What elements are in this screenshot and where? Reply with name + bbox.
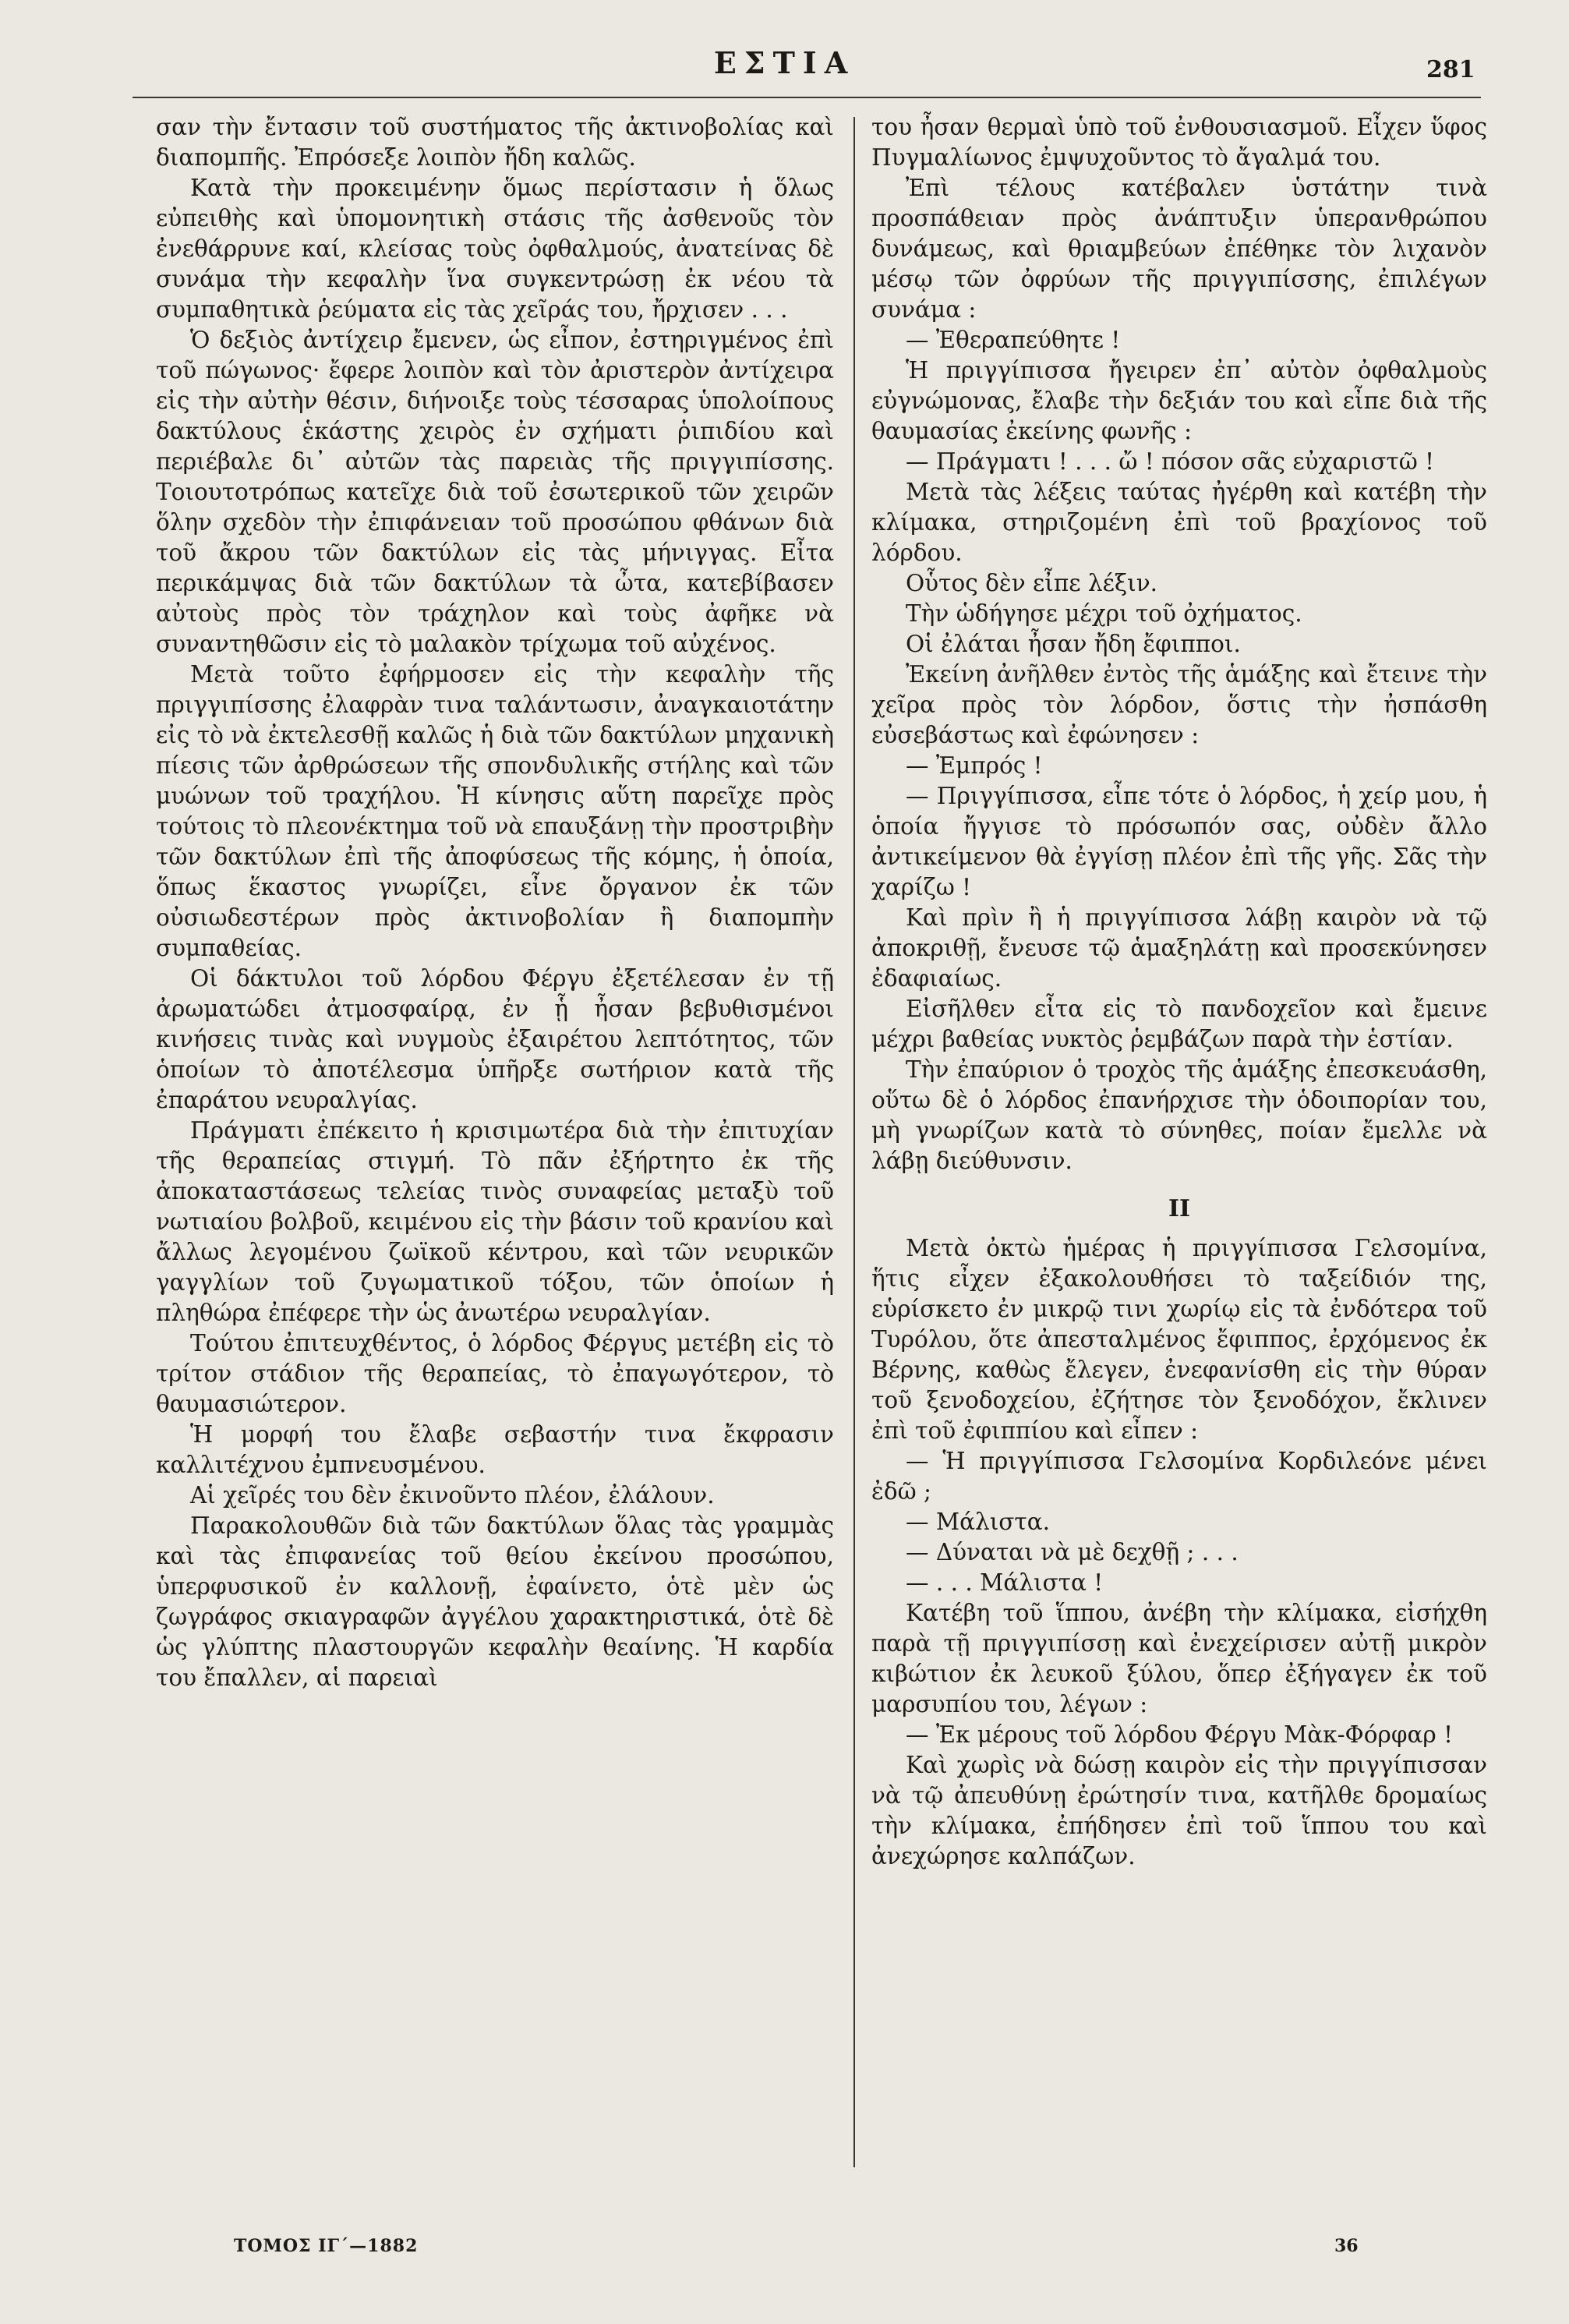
volume-footer: ΤΟΜΟΣ ΙΓ΄—1882 xyxy=(234,2236,419,2256)
paragraph: Παρακολουθῶν διὰ τῶν δακτύλων ὅλας τὰς γραμμὰς καὶ τὰς ἐπιφανείας τοῦ θείου ἐκείνου προσώπου, ὑπερφυσικοῦ ἐν καλλονῇ, ἐφαίνετο, ὁτὲ μὲν ὡς ζωγράφος σκιαγραφῶν ἀγγέλου χαρακτηριστικά, ὁτὲ δὲ ὡς γλύπτης πλαστουργῶν κεφαλὴν θεαίνης. Ἡ καρδία του ἔπαλλεν, αἱ παρειαὶ xyxy=(156,1512,834,1691)
paragraph: σαν τὴν ἔντασιν τοῦ συστήματος τῆς ἀκτινοβολίας καὶ διαπομπῆς. Ἐπρόσεξε λοιπὸν ἤδη καλῶς. xyxy=(156,114,834,171)
paragraph: Μετὰ τὰς λέξεις ταύτας ἠγέρθη καὶ κατέβη τὴν κλίμακα, στηριζομένη ἐπὶ τοῦ βραχίονος τοῦ λόρδου. xyxy=(871,479,1487,566)
signature-mark: 36 xyxy=(1334,2236,1359,2256)
paragraph: του ἦσαν θερμαὶ ὑπὸ τοῦ ἐνθουσιασμοῦ. Εἶχεν ὕφος Πυγμαλίωνος ἐμψυχοῦντος τὸ ἄγαλμά του. xyxy=(871,114,1487,171)
paragraph: — Ἡ πριγγίπισσα Γελσομίνα Κορδιλεόνε μένει ἐδῶ ; xyxy=(871,1448,1487,1505)
paragraph: Ἡ μορφή του ἔλαβε σεβαστήν τινα ἔκφρασιν καλλιτέχνου ἐμπνευσμένου. xyxy=(156,1421,834,1478)
left-column xyxy=(156,112,834,1693)
paragraph: Ἐπὶ τέλους κατέβαλεν ὑστάτην τινὰ προσπάθειαν πρὸς ἀνάπτυξιν ὑπερανθρώπου δυνάμεως, καὶ θριαμβεύων ἐπέθηκε τὸν λιχανὸν μέσῳ τῶν ὀφρύων τῆς πριγγιπίσσης, ἐπιλέγων συνάμα : xyxy=(871,175,1487,323)
paragraph: — Ἐθεραπεύθητε ! xyxy=(906,327,1121,353)
page-number: 281 xyxy=(1426,56,1475,83)
right-column xyxy=(871,112,1487,1872)
header-rule xyxy=(133,97,1481,98)
column-divider xyxy=(853,117,855,2167)
paragraph: Εἰσῆλθεν εἶτα εἰς τὸ πανδοχεῖον καὶ ἔμεινε μέχρι βαθείας νυκτὸς ῥεμβάζων παρὰ τὴν ἑστίαν. xyxy=(871,996,1487,1052)
paragraph: Κατέβη τοῦ ἵππου, ἀνέβη τὴν κλίμακα, εἰσήχθη παρὰ τῇ πριγγιπίσσῃ καὶ ἐνεχείρισεν αὐτῇ μικρὸν κιβώτιον ἐκ λευκοῦ ξύλου, ὅπερ ἐξήγαγεν ἐκ τοῦ μαρσυπίου του, λέγων : xyxy=(871,1600,1487,1717)
paragraph: Κατὰ τὴν προκειμένην ὅμως περίστασιν ἡ ὅλως εὐπειθὴς καὶ ὑπομονητικὴ στάσις τῆς ἀσθενοῦς τὸν ἐνεθάρρυνε καί, κλείσας τοὺς ὀφθαλμούς, ἀνατείνας δὲ συνάμα τὴν κεφαλὴν ἵνα συγκεντρώσῃ ἐκ νέου τὰ συμπαθητικὰ ῥεύματα εἰς τὰς χεῖράς του, ἤρχισεν . . . xyxy=(156,175,834,323)
paragraph: — . . . Μάλιστα ! xyxy=(906,1569,1104,1596)
paragraph: Καὶ πρὶν ἢ ἡ πριγγίπισσα λάβῃ καιρὸν νὰ τῷ ἀποκριθῇ, ἔνευσε τῷ ἁμαξηλάτῃ καὶ προσεκύνησεν ἐδαφιαίως. xyxy=(871,904,1487,992)
paragraph: Πράγματι ἐπέκειτο ἡ κρισιμωτέρα διὰ τὴν ἐπιτυχίαν τῆς θεραπείας στιγμή. Τὸ πᾶν ἐξήρτητο ἐκ τῆς ἀποκαταστάσεως τελείας τινὸς συναφείας μεταξὺ τοῦ νωτιαίου βολβοῦ, κειμένου εἰς τὴν βάσιν τοῦ κρανίου καὶ ἄλλως λεγομένου ζωϊκοῦ κέντρου, καὶ τῶν νευρικῶν γαγγλίων τοῦ ζυγωματικοῦ τόξου, τῶν ὁποίων ἡ πληθώρα ἐπέφερε τὴν ὡς ἀνωτέρω νευραλγίαν. xyxy=(156,1117,834,1326)
paragraph: Οἱ ἐλάται ἦσαν ἤδη ἔφιπποι. xyxy=(906,631,1241,657)
paragraph: Οὗτος δὲν εἶπε λέξιν. xyxy=(906,570,1158,596)
paragraph: Ἐκείνη ἀνῆλθεν ἐντὸς τῆς ἁμάξης καὶ ἔτεινε τὴν χεῖρα πρὸς τὸν λόρδον, ὅστις τὴν ἠσπάσθη εὐσεβάστως καὶ ἐφώνησεν : xyxy=(871,661,1487,748)
paragraph: Τὴν ὡδήγησε μέχρι τοῦ ὀχήματος. xyxy=(906,600,1302,627)
paragraph: — Πριγγίπισσα, εἶπε τότε ὁ λόρδος, ἡ χείρ μου, ἡ ὁποία ἤγγισε τὸ πρόσωπόν σας, οὐδὲν ἄλλο ἀντικείμενον θὰ ἐγγίσῃ πλέον ἐπὶ τῆς γῆς. Σᾶς τὴν χαρίζω ! xyxy=(871,783,1487,900)
paragraph: Τούτου ἐπιτευχθέντος, ὁ λόρδος Φέργυς μετέβη εἰς τὸ τρίτον στάδιον τῆς θεραπείας, τὸ ἐπαγωγότερον, τὸ θαυμασιώτερον. xyxy=(156,1330,834,1417)
paragraph: — Μάλιστα. xyxy=(906,1509,1051,1535)
paragraph: Μετὰ τοῦτο ἐφήρμοσεν εἰς τὴν κεφαλὴν τῆς πριγγιπίσσης ἐλαφρὰν τινα ταλάντωσιν, ἀναγκαιοτάτην εἰς τὸ νὰ ἐκτελεσθῇ καλῶς ἡ διὰ τῶν δακτύλων μηχανικὴ πίεσις τῶν ἀρθρώσεων τῆς σπονδυλικῆς στήλης καὶ τῶν μυώνων τοῦ τραχήλου. Ἡ κίνησις αὕτη παρεῖχε πρὸς τούτοις τὸ πλεονέκτημα τοῦ νὰ επαυξάνῃ τὴν προστριβὴν τῶν δακτύλων ἐπὶ τῆς ἀποφύσεως τῆς κόμης, ἡ ὁποία, ὅπως ἕκαστος γνωρίζει, εἶνε ὄργανον ἐκ τῶν οὐσιωδεστέρων πρὸς ἀκτινοβολίαν ἢ διαπομπὴν συμπαθείας. xyxy=(156,661,834,961)
paragraph: Καὶ χωρὶς νὰ δώσῃ καιρὸν εἰς τὴν πριγγίπισσαν νὰ τῷ ἀπευθύνῃ ἐρώτησίν τινα, κατῆλθε δρομαίως τὴν κλίμακα, ἐπήδησεν ἐπὶ τοῦ ἵππου του καὶ ἀνεχώρησε καλπάζων. xyxy=(871,1752,1487,1869)
paragraph: Αἱ χεῖρές του δὲν ἐκινοῦντο πλέον, ἐλάλουν. xyxy=(190,1482,715,1509)
paragraph: Μετὰ ὀκτὼ ἡμέρας ἡ πριγγίπισσα Γελσομίνα, ἥτις εἶχεν ἐξακολουθήσει τὸ ταξείδιόν της, εὑρίσκετο ἐν μικρῷ τινι χωρίῳ εἰς τὰ ἐνδότερα τοῦ Τυρόλου, ὅτε ἀπεσταλμένος ἔφιππος, ἐρχόμενος ἐκ Βέρνης, καθὼς ἔλεγεν, ἐνεφανίσθη εἰς τὴν θύραν τοῦ ξενοδοχείου, ἐζήτησε τὸν ξενοδόχον, ἔκλινεν ἐπὶ τοῦ ἐφιππίου καὶ εἶπεν : xyxy=(871,1235,1487,1444)
paragraph: — Ἐμπρός ! xyxy=(906,752,1043,779)
section-heading: II xyxy=(1168,1195,1191,1222)
paragraph: — Ἐκ μέρους τοῦ λόρδου Φέργυ Μὰκ-Φόρφαρ ! xyxy=(906,1721,1453,1748)
page-header-title: ΕΣΤΙΑ xyxy=(713,45,856,80)
paragraph: Οἱ δάκτυλοι τοῦ λόρδου Φέργυ ἐξετέλεσαν ἐν τῇ ἀρωματώδει ἀτμοσφαίρᾳ, ἐν ᾗ ἦσαν βεβυθισμένοι κινήσεις τινὰς καὶ νυγμοὺς ἐξαιρέτου λεπτότητος, τῶν ὁποίων τὸ ἀποτέλεσμα ὑπῆρξε σωτήριον κατὰ τῆς ἐπαράτου νευραλγίας. xyxy=(156,965,834,1113)
paragraph: — Δύναται νὰ μὲ δεχθῇ ; . . . xyxy=(906,1539,1239,1565)
paragraph: Ὁ δεξιὸς ἀντίχειρ ἔμενεν, ὡς εἶπον, ἐστηριγμένος ἐπὶ τοῦ πώγωνος· ἔφερε λοιπὸν καὶ τὸν ἀριστερὸν ἀντίχειρα εἰς τὴν αὐτὴν θέσιν, διήνοιξε τοὺς τέσσαρας ὑπολοίπους δακτύλους ἑκάστης χειρὸς ἐν σχήματι ῥιπιδίου καὶ περιέβαλε δι᾿ αὐτῶν τὰς παρειὰς τῆς πριγγιπίσσης. Τοιουτοτρόπως κατεῖχε διὰ τοῦ ἐσωτερικοῦ τῶν χειρῶν ὅλην σχεδὸν τὴν ἐπιφάνειαν τοῦ προσώπου φθάνων διὰ τοῦ ἄκρου τῶν δακτύλων εἰς τὰς μήνιγγας. Εἶτα περικάμψας διὰ τῶν δακτύλων τὰ ὦτα, κατεβίβασεν αὐτοὺς πρὸς τὸν τράχηλον καὶ τοὺς ἀφῆκε νὰ συναντηθῶσιν εἰς τὸ μαλακὸν τρίχωμα τοῦ αὐχένος. xyxy=(156,327,834,657)
paragraph: Ἡ πριγγίπισσα ἤγειρεν ἐπ᾿ αὐτὸν ὀφθαλμοὺς εὐγνώμονας, ἔλαβε τὴν δεξιάν του καὶ εἶπε διὰ τῆς θαυμασίας ἐκείνης φωνῆς : xyxy=(871,357,1487,444)
paragraph: — Πράγματι ! . . . ὤ ! πόσον σᾶς εὐχαριστῶ ! xyxy=(906,448,1434,475)
paragraph: Τὴν ἐπαύριον ὁ τροχὸς τῆς ἁμάξης ἐπεσκευάσθη, οὕτω δὲ ὁ λόρδος ἐπανήρχισε τὴν ὁδοιπορίαν του, μὴ γνωρίζων κατὰ τὸ σύνηθες, ποίαν ἔμελλε νὰ λάβῃ διεύθυνσιν. xyxy=(871,1056,1487,1174)
